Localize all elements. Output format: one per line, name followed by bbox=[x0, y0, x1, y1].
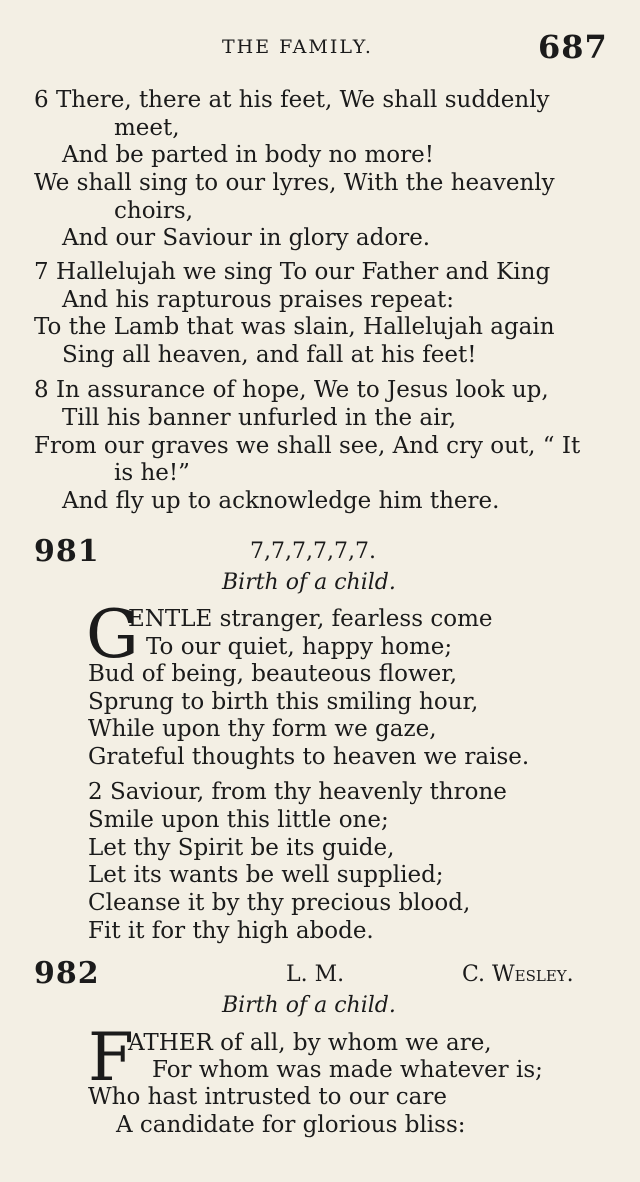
verse-line: is he!” bbox=[114, 460, 190, 486]
verse-line: We shall sing to our lyres, With the heavenly bbox=[34, 170, 555, 196]
verse-line: 8 In assurance of hope, We to Jesus look up, bbox=[34, 377, 549, 403]
verse-line: ATHER of all, by whom we are, bbox=[128, 1030, 492, 1056]
hymn-author: C. Wesley. bbox=[462, 962, 574, 987]
verse-line: 2 Saviour, from thy heavenly throne bbox=[88, 779, 507, 805]
drop-cap: F bbox=[88, 1019, 134, 1096]
verse-line: And fly up to acknowledge him there. bbox=[62, 488, 500, 514]
verse-line: ENTLE stranger, fearless come bbox=[128, 606, 493, 632]
verse-line: And our Saviour in glory adore. bbox=[62, 225, 431, 251]
verse-line: A candidate for glorious bliss: bbox=[116, 1112, 466, 1138]
verse-line: Cleanse it by thy precious blood, bbox=[88, 890, 471, 916]
hymn-meter: 7,7,7,7,7,7. bbox=[250, 539, 376, 564]
verse-line: Who hast intrusted to our care bbox=[88, 1084, 447, 1110]
hymn-number: 982 bbox=[34, 956, 100, 991]
verse-line: 7 Hallelujah we sing To our Father and King bbox=[34, 259, 551, 285]
verse-line: For whom was made whatever is; bbox=[152, 1057, 543, 1083]
verse-line: While upon thy form we gaze, bbox=[88, 716, 437, 742]
verse-line: 6 There, there at his feet, We shall suddenly bbox=[34, 87, 550, 113]
verse-line: Till his banner unfurled in the air, bbox=[62, 405, 457, 431]
verse-line: From our graves we shall see, And cry out, “ It bbox=[34, 433, 581, 459]
page-number: 687 bbox=[538, 28, 608, 66]
drop-cap: G bbox=[86, 596, 139, 673]
hymn-meter: L. M. bbox=[286, 962, 345, 987]
verse-line: choirs, bbox=[114, 198, 194, 224]
verse-line: Sprung to birth this smiling hour, bbox=[88, 689, 479, 715]
verse-line: To our quiet, happy home; bbox=[146, 634, 453, 660]
verse-line: Bud of being, beauteous flower, bbox=[88, 661, 458, 687]
verse-line: Grateful thoughts to heaven we raise. bbox=[88, 744, 530, 770]
verse-line: And be parted in body no more! bbox=[62, 142, 434, 168]
hymn-number: 981 bbox=[34, 534, 100, 569]
hymn-subtitle: Birth of a child. bbox=[222, 993, 396, 1018]
hymn-subtitle: Birth of a child. bbox=[222, 570, 396, 595]
verse-line: Let thy Spirit be its guide, bbox=[88, 835, 395, 861]
verse-line: Let its wants be well supplied; bbox=[88, 862, 444, 888]
verse-line: Smile upon this little one; bbox=[88, 807, 389, 833]
verse-line: To the Lamb that was slain, Hallelujah again bbox=[34, 314, 555, 340]
verse-line: Fit it for thy high abode. bbox=[88, 918, 374, 944]
verse-line: meet, bbox=[114, 115, 180, 141]
verse-line: And his rapturous praises repeat: bbox=[62, 287, 454, 313]
verse-line: Sing all heaven, and fall at his feet! bbox=[62, 342, 477, 368]
running-title: THE FAMILY. bbox=[222, 36, 373, 58]
